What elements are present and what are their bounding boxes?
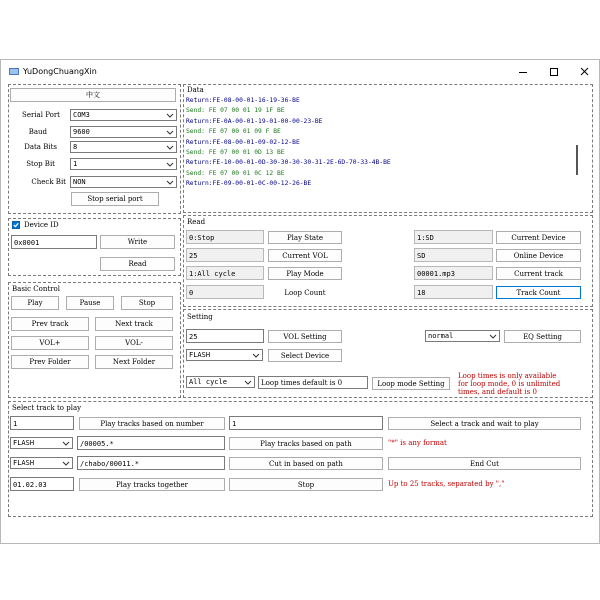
- current-track-value: 00001.mp3: [414, 266, 493, 280]
- close-button[interactable]: [573, 63, 597, 81]
- log-line: Send: FE 07 00 01 0C 12 BE: [186, 169, 285, 177]
- data-bits-select[interactable]: [70, 141, 177, 153]
- serial-port-select[interactable]: [70, 109, 177, 121]
- tracks-together-input[interactable]: 01.02.03: [10, 477, 74, 491]
- play-by-number-button[interactable]: Play tracks based on number: [79, 417, 225, 430]
- chevron-down-icon: [166, 128, 174, 136]
- loop-mode-setting-button[interactable]: Loop mode Setting: [372, 377, 450, 390]
- maximize-icon: [542, 63, 566, 81]
- baud-value: 9600: [73, 128, 90, 136]
- language-button[interactable]: 中文: [10, 88, 176, 102]
- play-state-value: 0:Stop: [186, 230, 264, 244]
- check-icon: [13, 222, 19, 228]
- select-device-button[interactable]: Select Device: [268, 349, 342, 362]
- path-input[interactable]: /00005.*: [77, 436, 225, 450]
- eq-value: normal: [428, 332, 454, 340]
- window-title: YuDongChuangXin: [23, 67, 97, 76]
- stop-together-button[interactable]: Stop: [229, 478, 383, 491]
- minimize-button[interactable]: [511, 63, 535, 81]
- data-log[interactable]: [186, 96, 582, 208]
- close-icon: [573, 63, 597, 81]
- title-bar: [1, 60, 599, 86]
- device-id-title: Device ID: [24, 221, 59, 229]
- current-device-button[interactable]: Current Device: [496, 231, 581, 244]
- loop-count-value: 0: [186, 285, 264, 299]
- serial-port-value: COM3: [73, 111, 90, 119]
- data-title: Data: [187, 86, 204, 94]
- stop-bit-value: 1: [73, 160, 78, 168]
- log-scrollbar-thumb[interactable]: [576, 145, 578, 175]
- app-icon: [9, 67, 19, 76]
- loop-mode-select[interactable]: [186, 376, 255, 388]
- cut-device-select[interactable]: [10, 457, 73, 469]
- play-mode-button[interactable]: Play Mode: [268, 267, 342, 280]
- chevron-down-icon: [166, 178, 174, 186]
- minimize-icon: [511, 63, 535, 81]
- log-line: Return:FE-0A-00-01-19-01-00-00-23-BE: [186, 117, 323, 125]
- select-and-wait-button[interactable]: Select a track and wait to play: [388, 417, 581, 430]
- play-mode-value: 1:All cycle: [186, 266, 264, 280]
- device-select-value: FLASH: [189, 351, 211, 359]
- check-bit-select[interactable]: [70, 176, 177, 188]
- path-device-value: FLASH: [13, 439, 35, 447]
- current-vol-button[interactable]: Current VOL: [268, 249, 342, 262]
- select-track-title: Select track to play: [12, 404, 82, 412]
- loop-times-input[interactable]: Loop times default is 0: [258, 376, 368, 389]
- next-folder-button[interactable]: Next Folder: [95, 355, 173, 369]
- device-id-checkbox[interactable]: [12, 221, 20, 229]
- vol-setting-button[interactable]: VOL Setting: [268, 330, 342, 343]
- baud-select[interactable]: [70, 126, 177, 138]
- pause-button[interactable]: Pause: [66, 296, 114, 310]
- vol-up-button[interactable]: VOL+: [11, 336, 89, 350]
- stop-serial-port-button[interactable]: Stop serial port: [71, 192, 159, 206]
- maximize-button[interactable]: [542, 63, 566, 81]
- chevron-down-icon: [62, 459, 70, 467]
- path-device-select[interactable]: [10, 437, 73, 449]
- online-device-button[interactable]: Online Device: [496, 249, 581, 262]
- basic-control-title: Basic Control: [12, 285, 60, 293]
- eq-select[interactable]: [425, 330, 500, 342]
- log-line: Return:FE-08-00-01-09-02-12-BE: [186, 138, 300, 146]
- vol-setting-input[interactable]: 25: [186, 329, 264, 343]
- current-vol-value: 25: [186, 248, 264, 262]
- loop-count-label: Loop Count: [284, 289, 326, 297]
- play-button[interactable]: Play: [11, 296, 59, 310]
- prev-folder-button[interactable]: Prev Folder: [11, 355, 89, 369]
- vol-down-button[interactable]: VOL-: [95, 336, 173, 350]
- log-line: Return:FE-08-00-01-16-19-36-BE: [186, 97, 300, 104]
- chevron-down-icon: [489, 332, 497, 340]
- together-note: Up to 25 tracks, separated by ",": [388, 480, 505, 488]
- check-bit-label: Check Bit: [31, 178, 66, 186]
- track-number-input[interactable]: 1: [10, 416, 74, 430]
- play-together-button[interactable]: Play tracks together: [79, 478, 225, 491]
- log-line: Return:FE-10-00-01-0D-30-30-30-30-31-2E-6D-70-33-4B-BE: [186, 159, 391, 167]
- log-line: Send: FE 07 00 01 0D 13 BE: [186, 149, 285, 157]
- play-by-path-button[interactable]: Play tracks based on path: [229, 437, 383, 450]
- chevron-down-icon: [166, 143, 174, 151]
- cut-in-button[interactable]: Cut in based on path: [229, 457, 383, 470]
- read-device-button[interactable]: Read: [100, 257, 175, 271]
- current-device-value: 1:SD: [414, 230, 493, 244]
- read-title: Read: [187, 218, 206, 226]
- device-id-input[interactable]: 0x0001: [11, 235, 97, 249]
- check-bit-value: NON: [73, 178, 86, 186]
- chevron-down-icon: [166, 160, 174, 168]
- write-button[interactable]: Write: [100, 235, 175, 249]
- chevron-down-icon: [166, 111, 174, 119]
- loop-note-line-1: Loop times is only available: [458, 372, 557, 380]
- data-bits-label: Data Bits: [24, 143, 57, 151]
- log-line: Send: FE 07 00 01 09 F BE: [186, 128, 281, 136]
- baud-label: Baud: [28, 128, 47, 136]
- wait-track-input[interactable]: 1: [229, 416, 383, 430]
- chevron-down-icon: [252, 351, 260, 359]
- log-line: Send: FE 07 00 01 19 1F BE: [186, 107, 285, 115]
- online-device-value: SD: [414, 248, 493, 262]
- cut-device-value: FLASH: [13, 459, 35, 467]
- stop-button[interactable]: Stop: [121, 296, 173, 310]
- track-count-value: 18: [414, 285, 493, 299]
- play-state-button[interactable]: Play State: [268, 231, 342, 244]
- prev-track-button[interactable]: Prev track: [11, 317, 89, 331]
- path-note: "*" is any format: [388, 439, 447, 447]
- current-track-button[interactable]: Current track: [496, 267, 581, 280]
- device-select[interactable]: [186, 349, 263, 361]
- next-track-button[interactable]: Next track: [95, 317, 173, 331]
- stop-bit-select[interactable]: [70, 158, 177, 170]
- serial-port-label: Serial Port: [22, 111, 60, 119]
- eq-setting-button[interactable]: EQ Setting: [504, 330, 581, 343]
- cut-path-input[interactable]: /chabo/00011.*: [77, 456, 225, 470]
- log-line: Return:FE-09-00-01-0C-00-12-26-BE: [186, 180, 312, 188]
- loop-mode-value: All cycle: [189, 378, 227, 386]
- data-bits-value: 8: [73, 143, 78, 151]
- track-count-button[interactable]: Track Count: [496, 286, 581, 299]
- chevron-down-icon: [62, 439, 70, 447]
- loop-note-line-3: times, and default is 0: [458, 388, 537, 396]
- chevron-down-icon: [244, 378, 252, 386]
- loop-note-line-2: for loop mode, 0 is unlimited: [458, 380, 561, 388]
- stop-bit-label: Stop Bit: [26, 160, 55, 168]
- setting-title: Setting: [187, 313, 213, 321]
- end-cut-button[interactable]: End Cut: [388, 457, 581, 470]
